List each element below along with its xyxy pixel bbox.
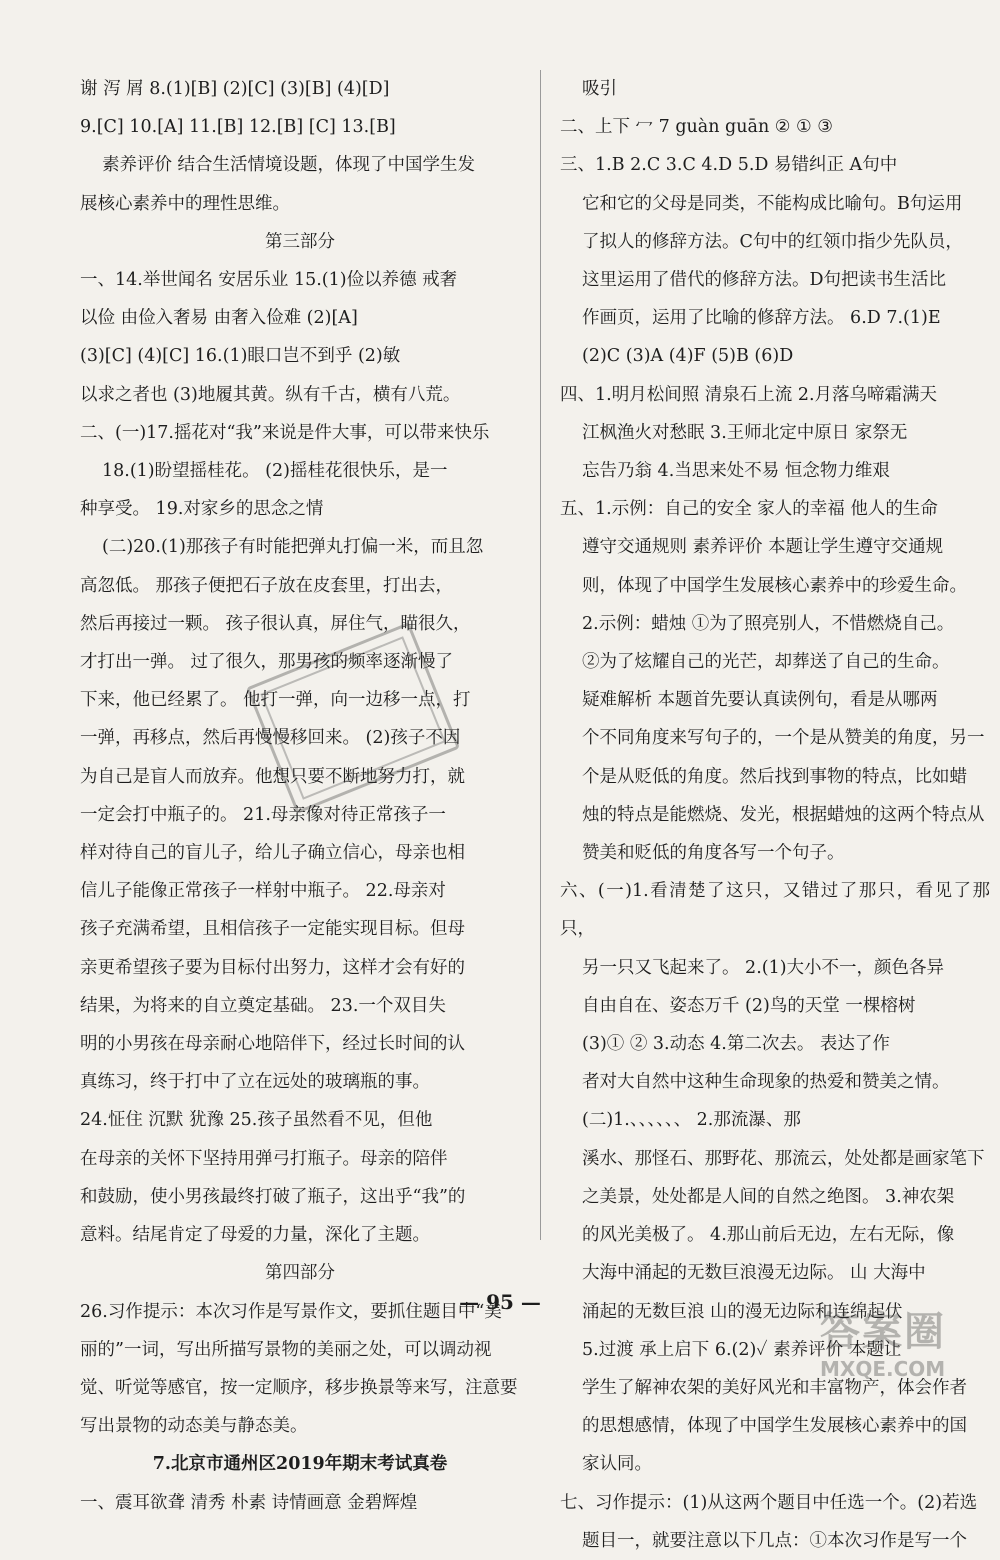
text-line: 种享受。 19.对家乡的思念之情: [80, 499, 324, 520]
text-line: 18.(1)盼望摇桂花。 (2)摇桂花很快乐，是一: [102, 461, 448, 482]
watermark-logo: 答案圈: [820, 1309, 946, 1355]
text-line: 一定会打中瓶子的。 21.母亲像对待正常孩子一: [80, 804, 446, 825]
section-heading: 第四部分: [265, 1263, 335, 1284]
text-line: 亲更希望孩子要为目标付出努力，这样才会有好的: [80, 957, 465, 978]
text-line: 四、1.明月松间照 清泉石上流 2.月落乌啼霜满天: [560, 384, 938, 405]
text-line: 吸引: [582, 79, 617, 99]
text-line: 遵守交通规则 素养评价 本题让学生遵守交通规: [582, 537, 944, 558]
text-line: 26.习作提示：本次习作是写景作文，要抓住题目中“美: [80, 1301, 502, 1322]
text-line: 忘告乃翁 4.当思来处不易 恒念物力维艰: [582, 461, 890, 482]
text-line: 以求之者也 (3)地履其黄。纵有千古，横有八荒。: [80, 384, 461, 405]
text-line: 一、14.举世闻名 安居乐业 15.(1)俭以养德 戒奢: [80, 270, 458, 291]
text-line: 江枫渔火对愁眠 3.王师北定中原日 家祭无: [582, 422, 908, 443]
text-line: 了拟人的修辞方法。C句中的红领巾指少先队员，: [582, 231, 963, 252]
text-line: 才打出一弹。 过了很久，那男孩的频率逐渐慢了: [80, 652, 454, 673]
watermark: [820, 1300, 990, 1381]
text-line: 家认同。: [582, 1454, 652, 1475]
text-line: 意料。结尾肯定了母爱的力量，深化了主题。: [80, 1225, 430, 1246]
text-line: (3)[C] (4)[C] 16.(1)眼口岂不到乎 (2)敏: [80, 346, 401, 367]
text-line: 在母亲的关怀下坚持用弹弓打瓶子。母亲的陪伴: [80, 1148, 448, 1169]
text-line: 丽的”一词，写出所描写景物的美丽之处，可以调动视: [80, 1339, 492, 1360]
text-line: 题目一，就要注意以下几点：①本次习作是写一个: [582, 1530, 967, 1551]
text-line: 五、1.示例：自己的安全 家人的幸福 他人的生命: [560, 499, 938, 520]
text-line: 学生了解神农架的美好风光和丰富物产，体会作者: [582, 1377, 967, 1398]
text-line: 六、(一)1.看清楚了这只，又错过了那只，看见了那只，: [560, 881, 990, 940]
text-line: 展核心素养中的理性思维。: [80, 193, 290, 214]
text-line: 二、上下 冖 7 guàn guān ② ① ③: [560, 117, 833, 138]
text-line: 信儿子能像正常孩子一样射中瓶子。 22.母亲对: [80, 881, 446, 902]
text-line: 涌起的无数巨浪 山的漫无边际和连绵起伏: [582, 1301, 903, 1322]
text-line: 个是从贬低的角度。然后找到事物的特点，比如蜡: [582, 766, 967, 787]
text-line: 下来，他已经累了。 他打一弹，向一边移一点，打: [80, 690, 471, 711]
text-line: 24.怔住 沉默 犹豫 25.孩子虽然看不见，但他: [80, 1110, 433, 1131]
text-line: 9.[C] 10.[A] 11.[B] 12.[B] [C] 13.[B]: [80, 117, 396, 138]
text-line: 一弹，再移点，然后再慢慢移回来。 (2)孩子不因: [80, 728, 461, 749]
text-line: 溪水、那怪石、那野花、那流云，处处都是画家笔下: [582, 1148, 985, 1169]
text-line: ②为了炫耀自己的光芒，却葬送了自己的生命。: [582, 652, 950, 673]
text-line: 明的小男孩在母亲耐心地陪伴下，经过长时间的认: [80, 1034, 465, 1055]
section-heading: 第三部分: [265, 231, 335, 252]
text-line: 一、震耳欲聋 清秀 朴素 诗情画意 金碧辉煌: [80, 1492, 418, 1513]
text-line: 样对待自己的盲儿子，给儿子确立信心，母亲也相: [80, 843, 465, 864]
text-line: 疑难解析 本题首先要认真读例句，看是从哪两: [582, 690, 938, 711]
text-line: 5.过渡 承上启下 6.(2)✓ 素养评价 本题让: [582, 1339, 902, 1360]
text-line: 三、1.B 2.C 3.C 4.D 5.D 易错纠正 A句中: [560, 155, 898, 176]
text-line: 2.示例：蜡烛 ①为了照亮别人，不惜燃烧自己。: [582, 613, 955, 634]
text-line: 自由自在、姿态万千 (2)鸟的天堂 一棵榕树: [582, 995, 916, 1016]
text-line: 七、习作提示：(1)从这两个题目中任选一个。(2)若选: [560, 1492, 978, 1513]
text-line: 和鼓励，使小男孩最终打破了瓶子，这出乎“我”的: [80, 1186, 466, 1207]
text-line: 以俭 由俭入奢易 由奢入俭难 (2)[A]: [80, 308, 358, 329]
text-line: 孩子充满希望，且相信孩子一定能实现目标。但母: [80, 919, 465, 940]
text-line: 则，体现了中国学生发展核心素养中的珍爱生命。: [582, 575, 967, 596]
text-line: 它和它的父母是同类，不能构成比喻句。B句运用: [582, 193, 963, 214]
text-line: 大海中涌起的无数巨浪漫无边际。 山 大海中: [582, 1263, 926, 1284]
text-line: (二)1.、、、、、、 2.那流瀑、那: [582, 1110, 801, 1131]
text-line: 写出景物的动态美与静态美。: [80, 1416, 308, 1437]
text-line: (2)C (3)A (4)F (5)B (6)D: [582, 346, 794, 367]
column-divider: [540, 70, 541, 1240]
text-line: 赞美和贬低的角度各写一个句子。: [582, 843, 845, 864]
text-line: 的思想感情，体现了中国学生发展核心素养中的国: [582, 1416, 967, 1437]
text-line: 觉、听觉等感官，按一定顺序，移步换景等来写，注意要: [80, 1377, 518, 1398]
text-line: 真练习，终于打中了立在远处的玻璃瓶的事。: [80, 1072, 430, 1093]
text-line: 个不同角度来写句子的，一个是从赞美的角度，另一: [582, 728, 985, 749]
text-line: 为自己是盲人而放弃。他想只要不断地努力打，就: [80, 766, 465, 787]
text-line: 素养评价 结合生活情境设题，体现了中国学生发: [102, 155, 476, 176]
text-line: 高忽低。 那孩子便把石子放在皮套里，打出去，: [80, 575, 454, 596]
page-number: — 95 —: [459, 1290, 541, 1314]
text-line: 这里运用了借代的修辞方法。D句把读书生活比: [582, 270, 947, 291]
exam-title: 7.北京市通州区2019年期末考试真卷: [152, 1454, 448, 1475]
text-line: (二)20.(1)那孩子有时能把弹丸打偏一米，而且忽: [102, 537, 484, 558]
text-line: 另一只又飞起来了。 2.(1)大小不一，颜色各异: [582, 957, 945, 978]
text-line: (3)① ② 3.动态 4.第二次去。 表达了作: [582, 1034, 890, 1055]
text-line: 结果，为将来的自立奠定基础。 23.一个双目失: [80, 995, 446, 1016]
text-line: 作画页，运用了比喻的修辞方法。 6.D 7.(1)E: [582, 308, 941, 329]
text-line: 者对大自然中这种生命现象的热爱和赞美之情。: [582, 1072, 950, 1093]
text-line: 的风光美极了。 4.那山前后无边，左右无际，像: [582, 1225, 955, 1246]
text-line: 然后再接过一颗。 孩子很认真，屏住气，瞄很久，: [80, 613, 471, 634]
watermark-site: MXQE.COM: [820, 1357, 946, 1381]
text-line: 二、(一)17.摇花对“我”来说是件大事，可以带来快乐: [80, 422, 490, 443]
text-line: 谢 泻 屑 8.(1)[B] (2)[C] (3)[B] (4)[D]: [80, 79, 390, 99]
text-line: 之美景，处处都是人间的自然之绝图。 3.神农架: [582, 1186, 955, 1207]
text-line: 烛的特点是能燃烧、发光，根据蜡烛的这两个特点从: [582, 804, 985, 825]
